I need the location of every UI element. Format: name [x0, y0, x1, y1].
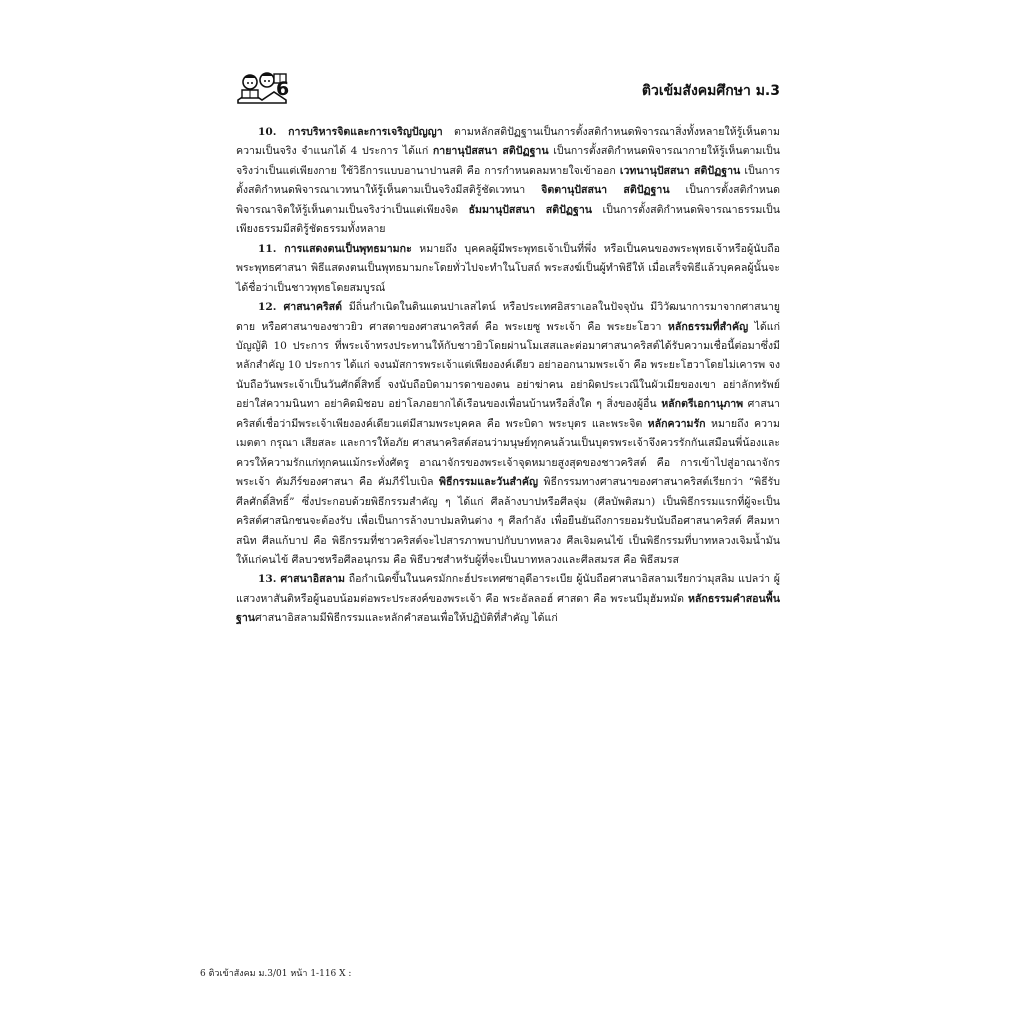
bold-term: 11. การแสดงตนเป็นพุทธมามกะ: [258, 242, 412, 255]
bold-term: หลักธรรมที่สำคัญ: [667, 320, 749, 333]
text-run: ถือกำเนิดขึ้นในนครมักกะฮ์ประเทศซาอุดีอาระเบีย ผู้นับถือศาสนาอิสลามเรียกว่ามุสลิม แปลว่า ผู้แสวงหาสันติหรือผู้นอบน้อมต่อพระประสงค์ของพระเจ้า คือ พระอัลลอฮ์ ศาสดา คือ พระนบีมุฮัมหมัด: [236, 573, 780, 605]
text-run: เป็นการตั้งสติกำหนดพิจารณาธรรมเป็นเพียงธรรมมีสติรู้ชัดธรรมทั้งหลาย: [236, 203, 780, 236]
paragraph-12-christianity: [236, 298, 780, 570]
page-number: 6: [276, 78, 290, 100]
paragraph-13-islam: [236, 570, 780, 628]
bold-term: พิธีกรรมและวันสำคัญ: [439, 476, 539, 489]
text-run: ศาสนาคริสต์เชื่อว่ามีพระเจ้าเพียงองค์เดียวแต่มีสามพระบุคคล คือ พระบิดา พระบุตร และพระจิต: [236, 398, 781, 430]
print-footer: 6 ติวเข้าสังคม ม.3/01 หน้า 1-116 X :: [200, 969, 352, 979]
page-header: [236, 66, 780, 106]
text-run: เป็นการตั้งสติกำหนดพิจารณาเวทนาให้รู้เห็นตามเป็นจริงมีสติรู้ชัดเวทนา: [236, 164, 780, 197]
paragraph-11-buddhamamaka: [236, 240, 780, 298]
bold-term: 10. การบริหารจิตและการเจริญปัญญา: [258, 126, 443, 138]
text-run: หมายถึง ความเมตตา กรุณา เสียสละ และการให้อภัย ศาสนาคริสต์สอนว่ามนุษย์ทุกคนล้วนเป็นบุตรพระเจ้าจึงควรรักกันเสมือนพี่น้องและควรให้ความรักแก่ทุกคนแม้กระทั่งศัตรู อาณาจักรของพระเจ้าจุดหมายสูงสุดของชาวคริสต์ คือ การเข้าไปสู่อาณาจักรพระเจ้า คัมภีร์ของศาสนา คือ คัมภีร์ไบเบิล: [236, 417, 780, 489]
text-run: ตามหลักสติปัฏฐานเป็นการตั้งสติกำหนดพิจารณาสิ่งทั้งหลายให้รู้เห็นตามความเป็นจริง จำแนกได้ 4 ประการ ได้แก่: [236, 126, 780, 158]
text-run: ศาสนาอิสลามมีพิธีกรรมและหลักคำสอนเพื่อให้ปฏิบัติที่สำคัญ ได้แก่: [255, 612, 558, 625]
book-title: ติวเข้มสังคมศึกษา ม.3: [641, 83, 780, 99]
body-text: [236, 123, 780, 629]
text-run: พิธีกรรมทางศาสนาของศาสนาคริสต์เรียกว่า “พิธีรับศีลศักดิ์สิทธิ์” ซึ่งประกอบด้วยพิธีกรรมสำคัญ ๆ ได้แก่ ศีลล้างบาปหรือศีลจุ่ม (ศีลบัพติสมา) เป็นพิธีกรรมแรกที่ผู้จะเป็นคริสต์ศาสนิกชนจะต้องรับ เพื่อเป็นการล้างบาปมลทินต่าง ๆ ศีลกำลัง เพื่อยืนยันถึงการยอมรับนับถือศาสนาคริสต์ ศีลมหาสนิท ศีลแก้บาป คือ พิธีกรรมที่ชาวคริสต์จะไปสารภาพบาปกับบาทหลวง ศีลเจิมคนไข้ เป็นพิธีกรรมที่บาทหลวงเจิมน้ำมันให้แก่คนไข้ ศีลบวชหรือศีลอนุกรม คือ พิธีบวชสำหรับผู้ที่จะเป็นบาทหลวงและศีลสมรส คือ พิธีสมรส: [236, 476, 780, 566]
bold-term: หลักความรัก: [647, 417, 706, 430]
bold-term: หลักธรรมคำสอนพื้นฐาน: [236, 592, 780, 625]
bold-term: จิตตานุปัสสนา สติปัฏฐาน: [541, 184, 670, 197]
text-run: มีถิ่นกำเนิดในดินแดนปาเลสไตน์ หรือประเทศอิสราเอลในปัจจุบัน มีวิวัฒนาการมาจากศาสนายูดาย หรือศาสนาของชาวยิว ศาสดาของศาสนาคริสต์ คือ พระเยซู พระเจ้า คือ พระยะโฮวา: [236, 301, 781, 333]
bold-term: 12. ศาสนาคริสต์: [258, 301, 343, 314]
text-run: หมายถึง บุคคลผู้มีพระพุทธเจ้าเป็นที่พึ่ง หรือเป็นคนของพระพุทธเจ้าหรือผู้นับถือพระพุทธศาสนา พิธีแสดงตนเป็นพุทธมามกะโดยทั่วไปจะทำในโบสถ์ พระสงฆ์เป็นผู้ทำพิธีให้ เมื่อเสร็จพิธีแล้วบุคคลผู้นั้นจะได้ชื่อว่าเป็นชาวพุทธโดยสมบูรณ์: [236, 242, 780, 294]
bold-term: หลักตรีเอกานุภาพ: [661, 398, 744, 411]
paragraph-10-meditation: [236, 123, 780, 240]
text-run: เป็นการตั้งสติกำหนดพิจารณากายให้รู้เห็นตามเป็นจริงว่าเป็นแต่เพียงกาย ใช้วิธีการแบบอานาปานสติ คือ การกำหนดลมหายใจเข้าออก: [236, 145, 781, 177]
bold-term: 13. ศาสนาอิสลาม: [258, 573, 346, 586]
bold-term: ธัมมานุปัสสนา สติปัฏฐาน: [468, 203, 593, 216]
bold-term: กายานุปัสสนา สติปัฏฐาน: [432, 145, 549, 158]
text-run: เป็นการตั้งสติกำหนดพิจารณาจิตให้รู้เห็นตามเป็นจริงว่าเป็นแต่เพียงจิต: [236, 184, 780, 216]
bold-term: เวทนานุปัสสนา สติปัฏฐาน: [619, 164, 741, 177]
text-run: ได้แก่ บัญญัติ 10 ประการ ที่พระเจ้าทรงประทานให้กับชาวยิวโดยผ่านโมเสสและต่อมาศาสนาคริสต์ได้รับความเชื่อนี้ต่อมาซึ่งมีหลักสำคัญ 10 ประการ ได้แก่ จงนมัสการพระเจ้าแต่เพียงองค์เดียว อย่าออกนามพระเจ้า คือ พระยะโฮวาโดยไม่เคารพ จงนับถือวันพระเจ้าเป็นวันศักดิ์สิทธิ์ จงนับถือบิดามารดาของตน อย่าฆ่าคน อย่าผิดประเวณีในผัวเมียของเขา อย่าลักทรัพย์ อย่าใส่ความนินทา อย่าคิดมิชอบ อย่าโลภอยากได้เรือนของเพื่อนบ้านหรือสิ่งใด ๆ สิ่งของผู้อื่น: [236, 320, 780, 411]
